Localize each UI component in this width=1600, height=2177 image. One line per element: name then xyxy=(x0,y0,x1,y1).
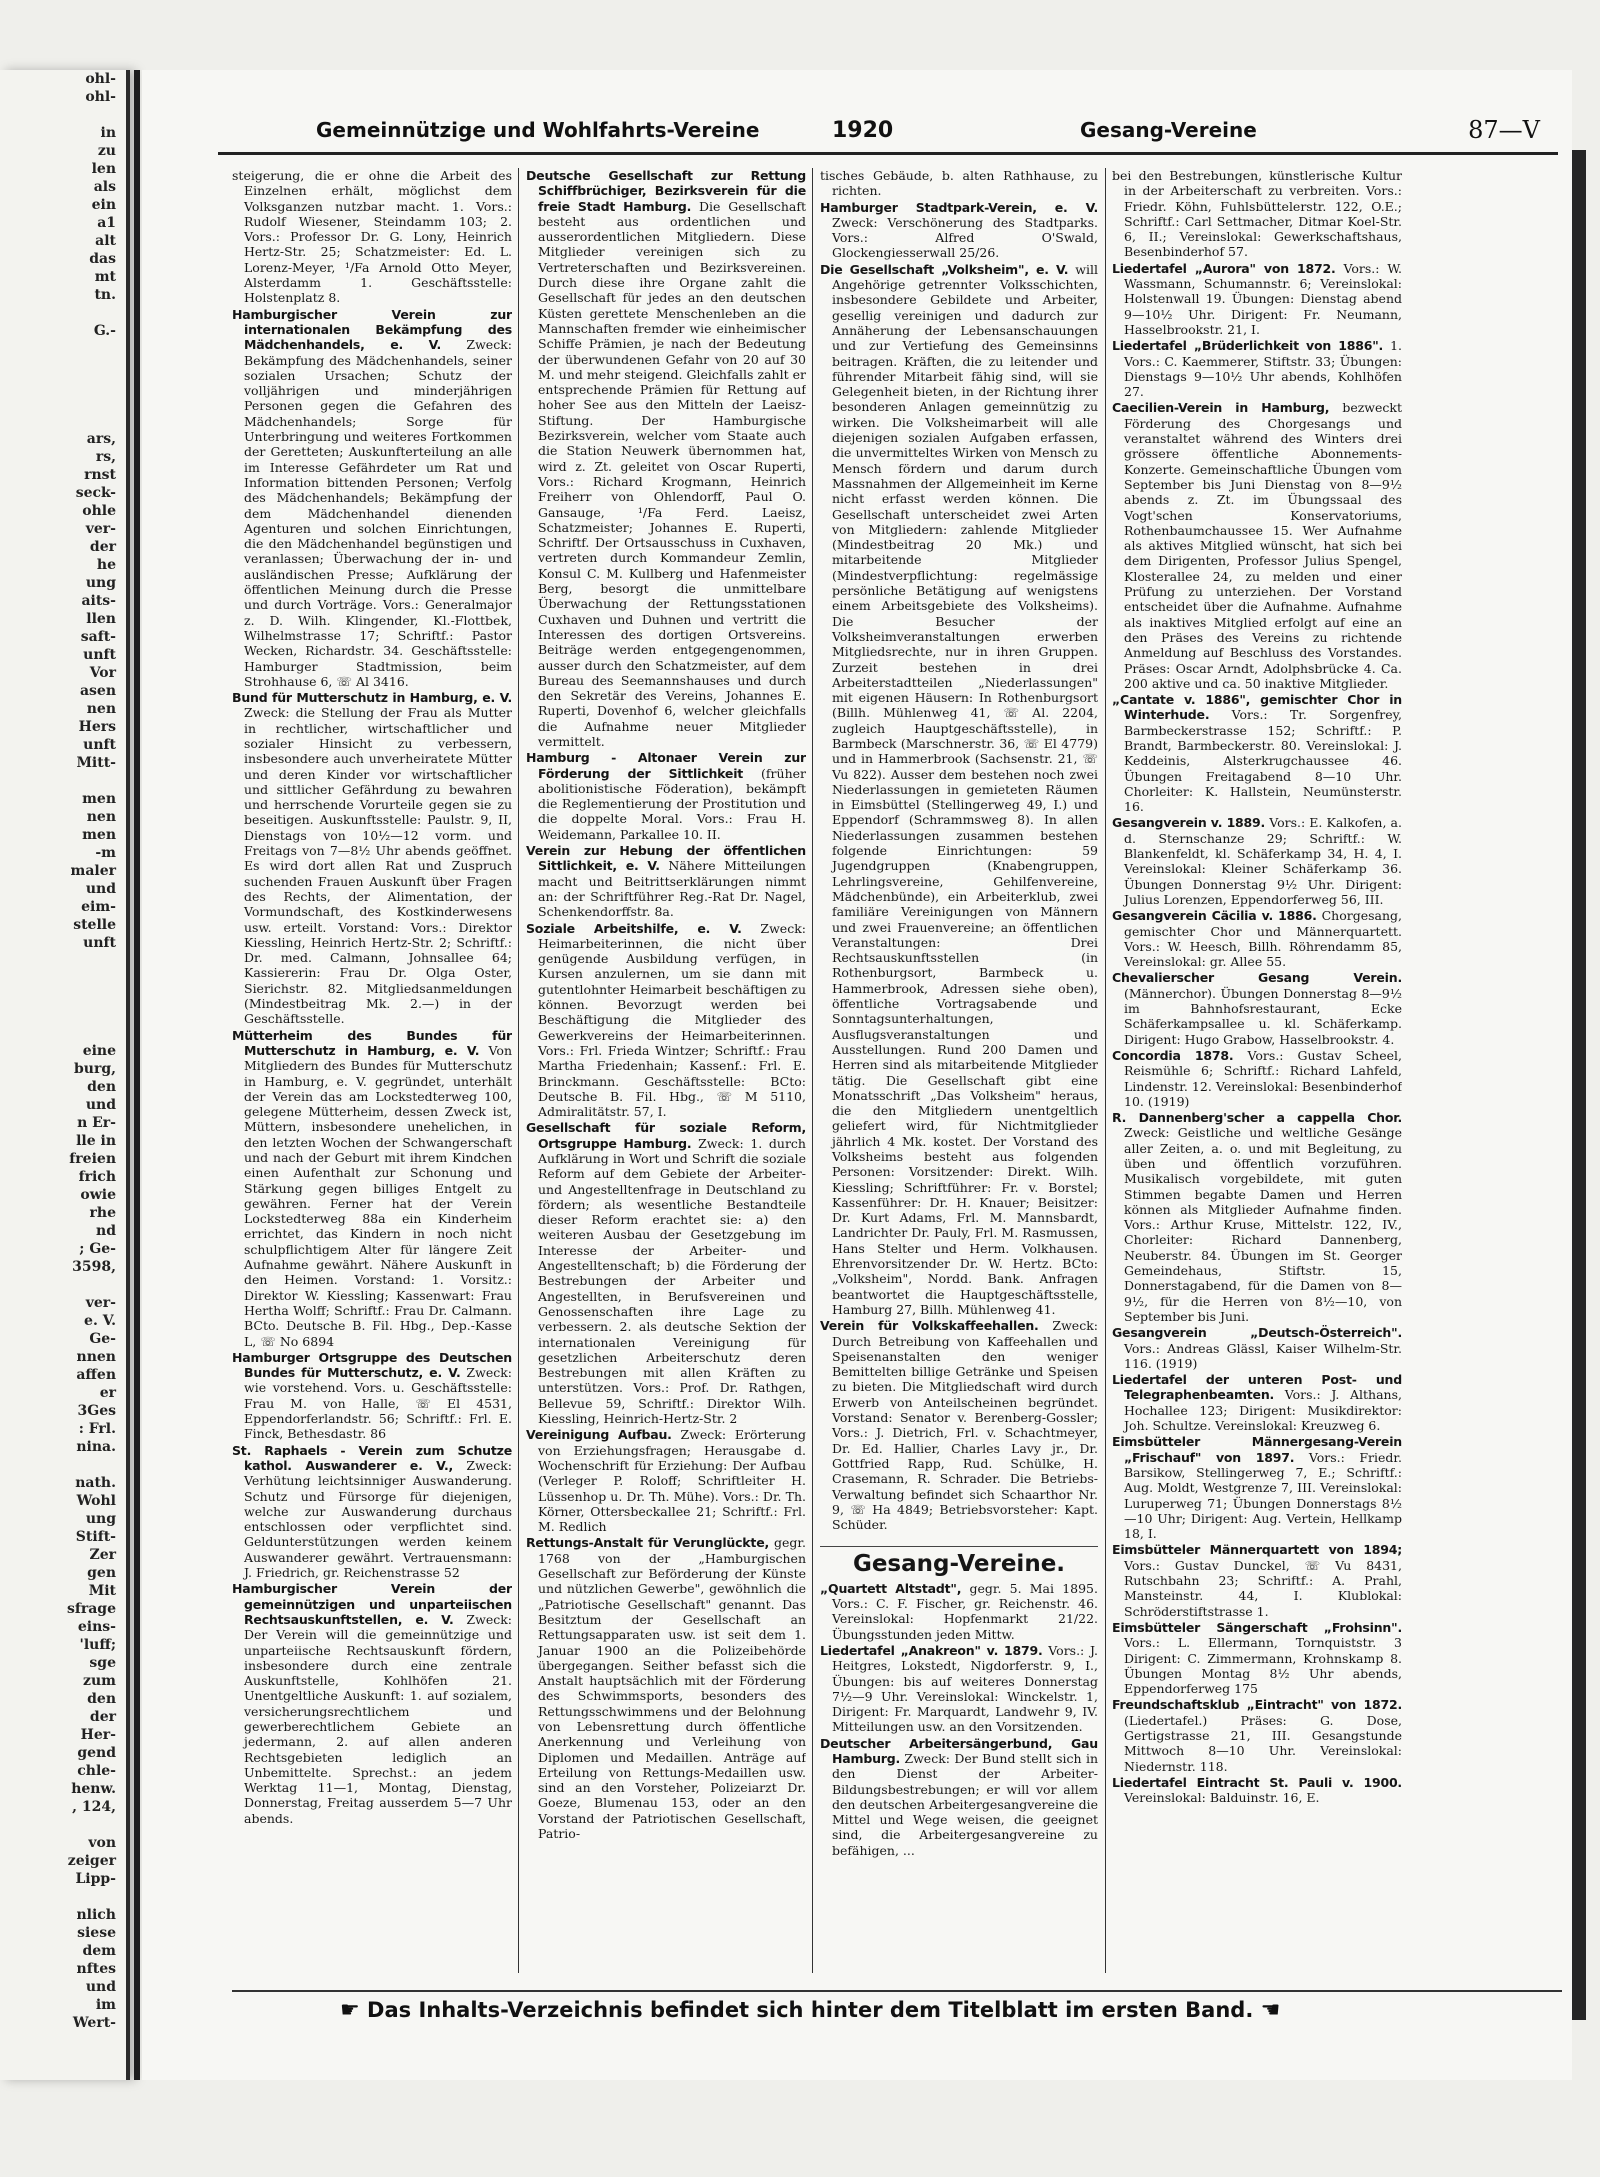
text-column-3 xyxy=(820,168,1098,1998)
entry-name: Rettungs-Anstalt für Verunglückte, xyxy=(526,1535,770,1551)
entry-text: Vors.: W. Wassmann, Schumannstr. 6; Vereinslokal: Holstenwall 19. Übungen: Dienstag abend 9—10½ Uhr. Dirigent: Fr. Neumann, Hasselbrookstr. 21, I. xyxy=(1124,260,1402,337)
entry-text: 1. Vors.: C. Kaemmerer, Stiftstr. 33; Übungen: Dienstags 9—10½ Uhr abends, Kohlhöfen 27. xyxy=(1124,338,1402,400)
header-rule xyxy=(218,152,1558,155)
entry-text: Vors.: Gustav Dunckel, ☏ Vu 8431, Rutschbahn 23; Schriftf.: A. Prahl, Mansteinstr. 44, I. Klublokal: Schröderstiftstrasse 1. xyxy=(1124,1557,1402,1619)
entry-text: Vors.: Friedr. Barsikow, Stellingerweg 7, E.; Schriftf.: Aug. Moldt, Westgrenze 7, III. Vereinslokal: Luruperweg 71; Übungen Donnerstags 8½—10 Uhr; Dirigent: Aug. Vertein, Hellkamp 18, I. xyxy=(1124,1449,1402,1542)
entry-name: Liedertafel Eintracht St. Pauli v. 1900. xyxy=(1112,1774,1402,1790)
directory-entry xyxy=(232,307,512,689)
entry-text: Zweck: Der Bund stellt sich in den Dienst der Arbeiter-Bildungsbestrebungen; er will vor allem den deutschen Arbeitergesangvereine die Mittel und Wege weisen, die geeignet sind, die Arbeitergesangvereine zu befähigen, ... xyxy=(832,1750,1098,1858)
directory-entry xyxy=(232,1443,512,1581)
text-column-2 xyxy=(526,168,806,1998)
column-divider xyxy=(518,168,519,1973)
directory-entry xyxy=(232,1028,512,1349)
entry-text: (Liedertafel.) Präses: G. Dose, Gertigstrasse 21, III. Gesangstunde Mittwoch 8—10 Uhr. Vereinslokal: Niedernstr. 118. xyxy=(1124,1712,1402,1774)
entry-text: (früher abolitionistische Föderation), bekämpft die Reglementierung der Prostitution und die doppelte Moral. Vors.: Frau H. Weidemann, Parkallee 10. II. xyxy=(538,765,806,842)
entry-text: Die Gesellschaft besteht aus ordentlichen und ausserordentlichen Mitgliedern. Diese Mitglieder vereinigen sich zu Vertreterschaften und Bezirksvereinen. Durch diese ihre Organe zahlt die Gesellschaft für jedes an den deutschen Küsten gerettete Menschenleben an die Mannschaften fremder wie einheimischer Schiffe Prämien, je nach der Bedeutung der überwundenen Gefahr von 20 auf 30 M. und mehr steigend. Gleichfalls zahlt er entsprechende Prämien für Rettung auf hoher See aus den Mitteln der Laeisz-Stiftung. Der Hamburgische Bezirksverein, welcher vom Staate auch die Station Neuwerk übernommen hat, wird z. Zt. geleitet von Oscar Ruperti, Vors.: Richard Krogmann, Heinrich Freiherr von Ohlendorff, Paul O. Gansauge, ¹/Fa Ferd. Laeisz, Schatzmeister; Johannes E. Ruperti, Schriftf. Der Ortsausschuss in Cuxhaven, vertreten durch Kommandeur Zemlin, Konsul C. M. Kullberg und Hafenmeister Berg, besorgt die unmittelbare Überwachung der Rettungsstationen Cuxhaven und Duhnen und vertritt die Interessen des dortigen Ortsvereins. Beiträge werden entgegengenommen, ausser durch den Schatzmeister, auf dem Bureau des Seemannshauses und durch den Sekretär des Vereins, Johannes E. Ruperti, Dovenhof 6, welcher gleichfalls die Aufnahme neuer Mitglieder vermittelt. xyxy=(538,198,806,749)
entry-text: Zweck: 1. durch Aufklärung in Wort und Schrift die soziale Reform auf dem Gebiete der Arbeiter- und Angestelltenfrage in Deutschland zu fördern; als wesentliche Bestandteile dieser Reform erachtet sie: a) den weiteren Ausbau der Gesetzgebung im Interesse der Arbeiter- und Angestelltenschaft; b) die Förderung der Bestrebungen der Arbeiter und Angestellten, in Berufsvereinen und Genossenschaften ihre Lage zu verbessern. 2. als deutsche Sektion der internationalen Vereinigung für gesetzlichen Arbeiterschutz deren Bestrebungen mit allen Kräften zu unterstützen. Vors.: Prof. Dr. Rathgen, Bellevue 59, Schriftf.: Direktor Wilh. Kiessling, Heinrich-Hertz-Str. 2 xyxy=(538,1135,806,1427)
directory-entry xyxy=(820,262,1098,1317)
section-heading: Gesang-Vereine. xyxy=(820,1546,1098,1572)
directory-entry xyxy=(820,168,1098,199)
header-section-left: Gemeinnützige und Wohlfahrts-Vereine xyxy=(316,118,760,142)
directory-entry xyxy=(1112,261,1402,337)
directory-entry xyxy=(1112,1542,1402,1618)
entry-text: Von Mitgliedern des Bundes für Mutterschutz in Hamburg, e. V. gegründet, unterhält der Verein das am Lockstedterweg 100, gelegene Mütterheim, dessen Zweck ist, Müttern, insbesondere unehelichen, in den letzten Wochen der Schwangerschaft und nach der Geburt mit ihrem Kindchen einen Aufenthalt zur Schonung und Stärkung gegen billiges Entgelt zu gewähren. Ferner hat der Verein Lockstedterweg 88a ein Kinderheim errichtet, das Kindern in noch nicht schulpflichtigem Alter für längere Zeit Aufnahme gewährt. Nähere Auskunft in den Heimen. Vorstand: 1. Vorsitz.: Direktor W. Kiessling; Kassenwart: Frau Hertha Wolff; Schriftf.: Frau Dr. Calmann. BCto. Deutsche B. Fil. Hbg., Dep.-Kasse L, ☏ No 6894 xyxy=(244,1042,512,1349)
entry-text: Vors.: J. Althans, Hochallee 123; Dirigent: Musikdirektor: Joh. Schultze. Vereinslokal: Kreuzweg 6. xyxy=(1124,1387,1402,1434)
running-header xyxy=(180,112,1560,152)
directory-entry xyxy=(232,1581,512,1826)
entry-text: Vereinslokal: Balduinstr. 16, E. xyxy=(1124,1790,1320,1806)
entry-text: Zweck: Geistliche und weltliche Gesänge aller Zeiten, a. o. und mit Begleitung, zu üben und öffentlich vorzuführen. Musikalisch vorgebildete, mit guten Stimmen begabte Damen und Herren können als Mitglieder Aufnahme finden. Vors.: Arthur Kruse, Mittelstr. 122, IV., Chorleiter: Richard Dannenberg, Neuberstr. 84. Übungen im St. Georger Gemeindehaus, Stiftstr. 15, Donnerstagabend, für die Damen von 8—9½, für die Herren von 8½—10, von September bis Juni. xyxy=(1124,1125,1402,1324)
directory-entry xyxy=(1112,815,1402,907)
entry-name: Liedertafel „Brüderlichkeit von 1886". xyxy=(1112,338,1384,354)
entry-name: „Quartett Altstadt", xyxy=(820,1580,962,1596)
entry-text: Zweck: Verhütung leichtsinniger Auswanderung. Schutz und Fürsorge für diejenigen, welche zur Auswanderung durchaus entschlossen oder verpflichtet sind. Geldunterstützungen werden keinem Auswanderer gewährt. Vertrauensmann: J. Friedrich, gr. Reichenstrasse 52 xyxy=(244,1457,512,1581)
entry-name: Liedertafel „Aurora" von 1872. xyxy=(1112,260,1336,276)
entry-name: Bund für Mutterschutz in Hamburg, e. V. xyxy=(232,690,512,706)
pointing-hand-icon: ☛ xyxy=(340,1998,360,2023)
entry-text: Zweck: Der Verein will die gemeinnützige und unparteiische Rechtsauskunft fördern, insbesondere durch eine zentrale Auskunftstelle, Kohlhöfen 21. Unentgeltliche Auskunft: 1. auf sozialem, versicherungsrechtlichem und gewerberechtlichem Gebiete an jedermann, 2. auf allen anderen Rechtsgebieten lediglich an Unbemittelte. Sprechst.: an jedem Werktag 11—1, Montag, Dienstag, Donnerstag, Freitag ausserdem 5—7 Uhr abends. xyxy=(244,1611,512,1826)
directory-entry xyxy=(526,750,806,842)
header-section-right: Gesang-Vereine xyxy=(1080,118,1257,142)
entry-name: Eimsbütteler Männergesang-Verein „Frischauf" von 1897. xyxy=(1112,1434,1402,1465)
entry-name: Liedertafel der unteren Post- und Telegraphenbeamten. xyxy=(1112,1372,1402,1403)
entry-text: steigerung, die er ohne die Arbeit des Einzelnen erhält, möglichst dem Volksganzen nutzbar macht. 1. Vors.: Rudolf Wiesener, Steindamm 103; 2. Vors.: Professor Dr. G. Lony, Heinrich Hertz-Str. 25; Schatzmeister: Ed. L. Lorenz-Meyer, ¹/Fa Arnold Otto Meyer, Alsterdamm 1. Geschäftsstelle: Holstenplatz 8. xyxy=(232,168,512,306)
header-year: 1920 xyxy=(832,118,894,143)
entry-name: Deutscher Arbeitersängerbund, Gau Hamburg. xyxy=(820,1735,1098,1766)
directory-entry xyxy=(526,921,806,1120)
entry-name: Chevalierscher Gesang Verein. xyxy=(1112,970,1402,986)
entry-text: gegr. 5. Mai 1895. Vors.: C. F. Fischer, gr. Reichenstr. 46. Vereinslokal: Hopfenmarkt 21/22. Übungsstunden jeden Mittw. xyxy=(832,1580,1098,1642)
directory-entry xyxy=(820,200,1098,261)
entry-name: Gesellschaft für soziale Reform, Ortsgruppe Hamburg. xyxy=(526,1120,806,1151)
directory-entry xyxy=(1112,1697,1402,1773)
directory-entry xyxy=(1112,908,1402,969)
entry-text: Vors.: Gustav Scheel, Reismühle 6; Schriftf.: Richard Lahfeld, Lindenstr. 12. Vereinslokal: Besenbinderhof 10. (1919) xyxy=(1124,1047,1402,1109)
directory-entry xyxy=(1112,1620,1402,1696)
entry-name: Hamburgischer Verein zur internationalen Bekämpfung des Mädchenhandels, e. V. xyxy=(232,306,512,353)
directory-entry xyxy=(1112,168,1402,260)
entry-name: Vereinigung Aufbau. xyxy=(526,1427,672,1443)
entry-text: bezweckt Förderung des Chorgesangs und veranstaltet während des Winters drei grössere öffentliche Abonnements-Konzerte. Gemeinschaftliche Übungen vom September bis Juni Dienstag von 8—9½ abends z. Zt. im Übungssaal des Vogt'schen Konservatoriums, Rothenbaumchaussee 15. Wer Aufnahme als aktives Mitglied wünscht, hat sich bei dem Dirigenten, Professor Julius Spengel, Klosterallee 24, zu melden und einer Prüfung zu unterziehen. Der Vorstand entscheidet über die Aufnahme. Aufnahme als inaktives Mitglied erfolgt auf eine an den Präses des Vereins zu richtende Anmeldung auf Beschluss des Vorstandes. Präses: Oscar Arndt, Adolphsbrücke 4. Ca. 200 aktive und ca. 50 inaktive Mitglieder. xyxy=(1124,400,1402,691)
directory-entry xyxy=(526,1120,806,1426)
entry-name: Hamburger Ortsgruppe des Deutschen Bundes für Mutterschutz, e. V. xyxy=(232,1349,512,1381)
entry-name: Die Gesellschaft „Volksheim", e. V. xyxy=(820,261,1069,277)
entry-text: Zweck: Bekämpfung des Mädchenhandels, seiner sozialen Ursachen; Schutz der volljährigen und minderjährigen Personen gegen die Gefahren des Mädchenhandels; Sorge für Unterbringung und weiteres Fortkommen der Geretteten; Auskunfterteilung an alle im Interesse Gefährdeter um Rat und Information bittenden Personen; Verfolg des Mädchenhandels; Bekämpfung der dem Mädchenhandel dienenden Agenturen und solchen Einrichtungen, die den Mädchenhandel begünstigen und veranlassen; Überwachung der in- und ausländischen Presse; Aufklärung der öffentlichen Meinung durch die Presse und durch Vorträge. Vors.: Generalmajor z. D. Wilh. Klingender, Kl.-Flottbek, Wilhelmstrasse 17; Schriftf.: Pastor Wecken, Richardstr. 34. Geschäftsstelle: Hamburger Stadtmission, beim Strohhause 6, ☏ Al 3416. xyxy=(244,337,512,689)
footer-text: Das Inhalts-Verzeichnis befindet sich hinter dem Titelblatt im ersten Band. xyxy=(367,1998,1254,2022)
book-gutter xyxy=(134,70,140,2080)
directory-entry xyxy=(232,1350,512,1442)
text-column-4 xyxy=(1112,168,1402,1998)
entry-text: Zweck: Durch Betreibung von Kaffeehallen und Speisenanstalten den weniger Bemittelten billige Getränke und Speisen zu bieten. Die Mitgliedschaft wird durch Erwerb von Anteilscheinen begründet. Vorstand: Senator v. Berenberg-Gossler; Vors.: J. Dietrich, Frl. v. Schachtmeyer, Dr. Ed. Hallier, Charles Lavy jr., Dr. Gottfried Rapp, Rud. Schülke, H. Crasemann, R. Schrader. Die Betriebs-Verwaltung befindet sich Schaarthor Nr. 9, ☏ Ha 4849; Betriebsvorsteher: Kapt. Schüder. xyxy=(832,1318,1098,1533)
entry-text: Vors.: E. Kalkofen, a. d. Sternschanze 29; Schriftf.: W. Blankenfeldt, kl. Schäferkamp 34, H. 4, I. Vereinslokal: Kleiner Schäferkamp 36. Übungen Donnerstag 9½ Uhr. Dirigent: Julius Lorenzen, Eppendorferweg 56, III. xyxy=(1124,815,1402,907)
directory-entry xyxy=(526,168,806,749)
entry-text: Vors.: Andreas Glässl, Kaiser Wilhelm-Str. 116. (1919) xyxy=(1124,1340,1402,1371)
directory-entry xyxy=(1112,1372,1402,1433)
right-page-edge xyxy=(1572,150,1586,2020)
directory-entry xyxy=(232,690,512,1027)
entry-name: Eimsbütteler Männerquartett von 1894; xyxy=(1112,1542,1402,1558)
entry-text: gegr. 1768 von der „Hamburgischen Gesellschaft zur Beförderung der Künste und nützlichen Gewerbe", gewöhnlich die „Patriotische Gesellschaft" genannt. Das Besitztum der Gesellschaft an Rettungsapparaten usw. ist seit dem 1. Januar 1900 an die Polizeibehörde übergegangen. Seither befasst sich die Anstalt hauptsächlich mit der Förderung des Schwimmsports, besonders des Rettungsschwimmens und der Belohnung von Lebensrettung durch öffentliche Anerkennung und Verleihung von Diplomen und Medaillen. Anträge auf Erteilung von Rettungs-Medaillen usw. sind an den Vorsteher, Polizeiarzt Dr. Goeze, Blumenau 153, oder an den Vorstand der Patriotischen Gesellschaft, Patrio- xyxy=(538,1535,806,1842)
directory-entry xyxy=(526,1427,806,1534)
directory-entry xyxy=(1112,1325,1402,1371)
entry-text: bei den Bestrebungen, künstlerische Kultur in der Arbeiterschaft zu verbreiten. Vors.: Friedr. Köhn, Fuhlsbüttelerstr. 122, O.E.; Schriftf.: Carl Settmacher, Ditmar Koel-Str. 6, II.; Vereinslokal: Gewerkschaftshaus, Besenbinderhof 57. xyxy=(1112,168,1402,260)
entry-text: Zweck: Verschönerung des Stadtparks. Vors.: Alfred O'Swald, Glockengiesserwall 25/26. xyxy=(832,214,1098,261)
directory-entry xyxy=(820,1318,1098,1532)
column-divider xyxy=(812,168,813,1973)
entry-name: R. Dannenberg'scher a cappella Chor. xyxy=(1112,1110,1402,1126)
entry-text: tisches Gebäude, b. alten Rathhause, zu richten. xyxy=(820,168,1098,199)
page-number: 87—V xyxy=(1468,116,1540,144)
text-column-1 xyxy=(232,168,512,1998)
entry-name: St. Raphaels - Verein zum Schutze kathol. Auswanderer e. V., xyxy=(232,1442,512,1473)
entry-name: Hamburger Stadtpark-Verein, e. V. xyxy=(820,199,1098,215)
entry-name: Mütterheim des Bundes für Mutterschutz in Hamburg, e. V. xyxy=(232,1027,512,1058)
column-divider xyxy=(1105,168,1106,1973)
directory-entry xyxy=(526,1535,806,1841)
directory-entry xyxy=(1112,1434,1402,1541)
entry-name: Caecilien-Verein in Hamburg, xyxy=(1112,400,1330,416)
entry-text: Zweck: die Stellung der Frau als Mutter in rechtlicher, wirtschaftlicher und sozialer Hinsicht zu verbessern, insbesondere auch unverheiratete Mütter und deren Kinder vor wirtschaftlicher und sittlicher Gefährdung zu bewahren und herrschende Vorurteile gegen sie zu beseitigen. Auskunftsstelle: Paulstr. 9, II, Dienstags von 10½—12 vorm. und Freitags von 7—8½ Uhr abends geöffnet. Es wird dort allen Rat und Zuspruch suchenden Frauen Auskunft über Fragen des Rechts, der Alimentation, der Vormundschaft, des Kostkinderwesens usw. erteilt. Vorstand: Vors.: Direktor Kiessling, Heinrich Hertz-Str. 2; Schriftf.: Dr. med. Calmann, Johnsallee 64; Kassiererin: Frau Dr. Olga Oster, Sierichstr. 82. Mitgliedsanmeldungen (Mindestbeitrag Mk. 2.—) in der Geschäftsstelle. xyxy=(244,705,512,1027)
entry-text: Vors.: L. Ellermann, Tornquiststr. 3 Dirigent: C. Zimmermann, Krohnskamp 8. Übungen Montag 8½ Uhr abends, Eppendorferweg 175 xyxy=(1124,1635,1402,1697)
entry-name: Concordia 1878. xyxy=(1112,1047,1234,1063)
directory-entry xyxy=(1112,970,1402,1046)
entry-text: Chorgesang, gemischter Chor und Männerquartett. Vors.: W. Heesch, Billh. Röhrendamm 85, Vereinslokal: gr. Allee 55. xyxy=(1124,908,1402,970)
entry-text: Nähere Mitteilungen macht und Beitrittserklärungen nimmt an: der Schriftführer Reg.-Rat Dr. Nagel, Schenkendorffstr. 8a. xyxy=(538,858,806,920)
entry-text: Zweck: Heimarbeiterinnen, die nicht über genügende Ausbildung verfügen, in Kursen anzulernen, um sie dann mit gutentlohnter Heimarbeit beschäftigen zu können. Bevorzugt werden bei Beschäftigung die Mitglieder des Gewerkvereins der Heimarbeiterinnen. Vors.: Frl. Frieda Wintzer; Schriftf.: Frau Martha Friedenhain; Kassenf.: Frl. E. Brinckmann. Geschäftsstelle: BCto: Deutsche B. Fil. Hbg., ☏ M 5110, Admiralitätstr. 57, I. xyxy=(538,920,806,1120)
entry-name: Soziale Arbeitshilfe, e. V. xyxy=(526,920,742,936)
entry-text: Vors.: J. Heitgres, Lokstedt, Nigdorferstr. 9, I., Übungen: bis auf weiteres Donnerstag 7½—9 Uhr. Vereinslokal: Winckelstr. 1, Dirigent: Fr. Marquardt, Landwehr 9, IV. Mitteilungen usw. an den Vorsitzenden. xyxy=(832,1642,1098,1735)
previous-page-edge xyxy=(0,70,130,2080)
entry-name: Gesangverein v. 1889. xyxy=(1112,815,1266,831)
directory-entry xyxy=(1112,338,1402,399)
footer-rule xyxy=(232,1990,1562,1992)
previous-page-fragments: ohl- ohl- in zu len als ein a1 alt das mt tn. G.- ars, rs, rnst seck- ohle ver- der he ung aits- llen saft- unft Vor asen nen Hers unft Mitt- men nen men -m maler und eim- stelle unft eine burg, den und n Er- lle in freien frich owie rhe nd ; Ge- 3598, ver- e. V. Ge- nnen affen er 3Ges : Frl. nina. nath. Wohl ung Stift- Zer gen Mit sfrage eins- 'luff; sge zum den der Her- gend chle- henw. , 124, von zeiger Lipp- nlich siese dem nftes und im Wert- xyxy=(66,71,116,2031)
entry-text: will Angehörige getrennter Volksschichten, insbesondere Gebildete und Arbeiter, gesellig vereinigen und dadurch zur Annäherung der Lebensanschauungen und zur Vertiefung des Gemeinsinns beitragen. Kräften, die zu leitender und führender Mitarbeit fähig sind, will sie Gelegenheit bieten, in der Richtung ihrer besonderen Anlagen gemeinnützig zu wirken. Die Volksheimarbeit will alle diejenigen sozialen Aufgaben erfassen, die unvermitteltes Wirken von Mensch zu Mensch fördern und darum durch Massnahmen der Allgemeinheit im Kerne nicht erfasst werden können. Die Gesellschaft unterscheidet zwei Arten von Mitgliedern: zahlende Mitglieder (Mindestbeitrag 20 Mk.) und mitarbeitende Mitglieder (Mindestverpflichtung: regelmässige persönliche Betätigung auf wenigstens einem Arbeitsgebiete des Volksheims). Die Besucher der Volksheimveranstaltungen erwerben Mitgliedsrechte, nur in ihren Gruppen. Zurzeit bestehen in drei Arbeiterstadtteilen „Niederlassungen" mit eigenen Häusern: In Rothenburgsort (Billh. Mühlenweg 41, ☏ Al. 2204, zugleich Hauptgeschäftsstelle), in Barmbeck (Marschnerstr. 36, ☏ El 4779) und in Hammerbrook (Sachsenstr. 21, ☏ Vu 822). Ausser dem bestehen noch zwei Niederlassungen in gemieteten Räumen in Eimsbüttel (Stellingerweg 49, I.) und Eppendorf (Schrammsweg 8). In allen Niederlassungen zusammen bestehen folgende Einrichtungen: 59 Jugendgruppen (Knabengruppen, Lehrlingsvereine, Gehilfenvereine, Mädchenbünde), ein Arbeiterklub, zwei familiäre Vereinigungen von Männern und zwei Frauenvereine; an öffentlichen Veranstaltungen: Drei Rechtsauskunftsstellen (in Rothenburgsort, Barmbeck u. Hammerbrook, Adressen siehe oben), öffentliche Vortragsabende und Sonntagsunterhaltungen, Ausflugsveranstaltungen und Ausstellungen. Rund 200 Damen und Herren sind als mitarbeitende Mitglieder tätig. Die Gesellschaft gibt eine Monatsschrift „Das Volksheim" heraus, die den Mitgliedern unentgeltlich geliefert wird, für Nichtmitglieder jährlich 4 Mk. kostet. Der Vorstand des Volksheims besteht aus folgenden Personen: Vorsitzender: Direkt. Wilh. Kiessling; Schriftführer: Fr. v. Borstel; Kassenführer: Dr. H. Knauer; Beisitzer: Dr. Kurt Adams, Frl. M. Mannsbardt, Landrichter Dr. Pauly, Frl. M. Rasmussen, Hans Stelter und Herm. Volkhausen. Ehrenvorsitzender Dr. W. Hertz. BCto: „Volksheim", Nordd. Bank. Anfragen beantwortet die Hauptgeschäftsstelle, Hamburg 27, Billh. Mühlenweg 41. xyxy=(832,261,1098,1317)
entry-name: Freundschaftsklub „Eintracht" von 1872. xyxy=(1112,1697,1402,1713)
directory-entry xyxy=(820,1643,1098,1735)
directory-entry xyxy=(1112,1110,1402,1324)
directory-entry xyxy=(1112,1775,1402,1806)
entry-name: Hamburg - Altonaer Verein zur Förderung der Sittlichkeit xyxy=(526,750,806,781)
entry-text: (Männerchor). Übungen Donnerstag 8—9½ im Bahnhofsrestaurant, Ecke Schäferkampsallee u. kl. Schäferkamp. Dirigent: Hugo Grabow, Hasselbrookstr. 4. xyxy=(1124,985,1402,1047)
entry-name: „Cantate v. 1886", gemischter Chor in Winterhude. xyxy=(1112,692,1402,723)
footer-note xyxy=(340,1998,1540,2034)
entry-name: Verein für Volkskaffeehallen. xyxy=(820,1318,1039,1334)
directory-entry xyxy=(1112,400,1402,691)
entry-name: Gesangverein Cäcilia v. 1886. xyxy=(1112,908,1317,924)
entry-name: Gesangverein „Deutsch-Österreich". xyxy=(1112,1325,1402,1341)
directory-entry xyxy=(232,168,512,306)
entry-name: Hamburgischer Verein der gemeinnützigen und unparteiischen Rechtsauskunftstellen, e. V. xyxy=(232,1581,512,1627)
directory-entry xyxy=(1112,1048,1402,1109)
entry-text: Zweck: wie vorstehend. Vors. u. Geschäftsstelle: Frau M. von Halle, ☏ El 4531, Eppendorferlandstr. 56; Schriftf.: Frl. E. Finck, Bethesdastr. 86 xyxy=(244,1365,512,1442)
directory-entry xyxy=(820,1581,1098,1642)
directory-entry xyxy=(1112,692,1402,814)
entry-text: Zweck: Erörterung von Erziehungsfragen; Herausgabe d. Wochenschrift für Erziehung: Der Aufbau (Verleger P. Roloff; Schriftleiter H. Lüssenhop u. Dr. Th. Mühe). Vors.: Dr. Th. Körner, Ottersbeckallee 21; Schriftf.: Frl. M. Redlich xyxy=(538,1427,806,1535)
entry-name: Eimsbütteler Sängerschaft „Frohsinn". xyxy=(1112,1619,1402,1635)
directory-entry xyxy=(820,1736,1098,1858)
entry-name: Verein zur Hebung der öffentlichen Sittlichkeit, e. V. xyxy=(526,843,806,874)
entry-name: Liedertafel „Anakreon" v. 1879. xyxy=(820,1642,1043,1658)
pointing-hand-icon: ☚ xyxy=(1260,1998,1281,2023)
directory-entry xyxy=(526,843,806,919)
entry-text: Vors.: Tr. Sorgenfrey, Barmbeckerstrasse 152; Schriftf.: P. Brandt, Barmbeckerstr. 80. Vereinslokal: J. Keddeinis, Alsterkrugchaussee 46. Übungen Freitagabend 8—10 Uhr. Chorleiter: K. Hallstein, Neumünsterstr. 16. xyxy=(1124,707,1402,815)
entry-name: Deutsche Gesellschaft zur Rettung Schiffbrüchiger, Bezirksverein für die freie Stadt Hamburg. xyxy=(526,168,806,214)
